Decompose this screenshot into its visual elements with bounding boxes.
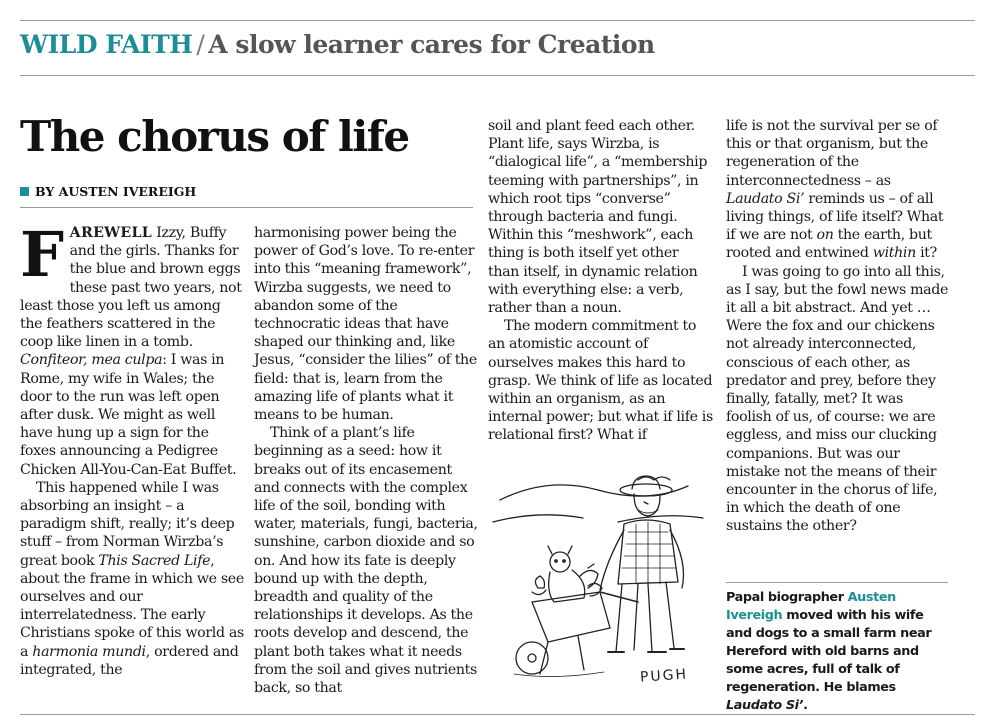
paragraph xyxy=(20,218,245,479)
byline xyxy=(20,184,196,199)
paragraph: Think of a plant’s life beginning as a seed: how it breaks out of its encasement and connects with the complex life of the soil, bonding with water, materials, fungi, bacteria, sunshine, carbon dioxide and so on. And how its fate is deeply bound up with the depth, breadth and quality of the relationships it develops. As the roots develop and descend, the plant both takes what it needs from the soil and gives nutrients back, so that xyxy=(254,425,478,697)
paragraph: I was going to go into all this, as I say, but the fowl news made it all a bit abstract. And yet … Were the fox and our chickens not already interconnected, conscious of each other, as predator and prey, before they finally, fatally, met? It was foolish of us, of course: we are eggless, and miss our clucking companions. But was our mistake not the means of their encounter in the chorus of life, in which the death of one sustains the other? xyxy=(726,263,949,535)
header-separator: / xyxy=(196,30,205,59)
text-run: : I was in Rome, my wife in Wales; the door to the run was left open after dusk. We might as well have hung up a sign for the foxes announcing a Pedigree Chicken All-You-Can-Eat Buffet. xyxy=(20,352,237,478)
drop-cap: F xyxy=(20,218,64,291)
paragraph xyxy=(20,479,245,679)
text-run: , ordered and integrated, the xyxy=(20,643,239,678)
italic-run: on xyxy=(816,227,834,244)
author-name: Austen Ivereigh xyxy=(726,590,896,623)
cartoon-illustration xyxy=(488,452,714,702)
text-run: it? xyxy=(915,245,937,262)
italic-run: within xyxy=(872,245,916,262)
byline-rule xyxy=(20,207,473,208)
italic-run: harmonia mundi xyxy=(32,643,146,660)
text-run: Izzy, Buffy and the girls. Thanks for the blue and brown eggs these past two years, not least those you left us among the feathers scattered in the coop like linen in a tomb. xyxy=(20,225,242,351)
paragraph: soil and plant feed each other. Plant life, says Wirzba, is “dialogical life”, a “membership teeming with partnerships”, in which root tips “converse” through bacteria and fungi. Within this “meshwork”, each thing is both itself yet other than itself, in dynamic relation with everything else: a verb, rather than a noun. xyxy=(488,118,708,317)
text-run: Papal biographer xyxy=(726,590,848,605)
text-run: life is not the survival per se of this or that organism, but the regeneration of the interconnectedness – as xyxy=(726,118,938,189)
column-1 xyxy=(20,218,245,679)
text-run: . xyxy=(803,698,808,713)
column-2 xyxy=(254,224,479,697)
text-run: moved with his wife and dogs to a small farm near Hereford with old barns and some acres, full of talk of regeneration. He blames xyxy=(726,608,932,695)
lead-caps: AREWELL xyxy=(69,225,153,241)
italic-run: Laudato Si’ xyxy=(726,190,805,207)
headline: The chorus of life xyxy=(20,112,409,161)
author-bio xyxy=(726,589,952,715)
bio-rule xyxy=(726,582,948,583)
text-run: This happened while I was absorbing an insight – a paradigm shift, really; it’s deep stuff – from Norman Wirzba’s great book xyxy=(20,479,235,569)
top-rule xyxy=(20,20,975,21)
italic-run: This Sacred Life xyxy=(98,552,211,569)
column-3 xyxy=(488,117,713,445)
text-run: reminds us – of all living things, of life itself? What if we are not xyxy=(726,190,944,244)
byline-square-icon xyxy=(20,187,29,196)
column-4 xyxy=(726,117,951,536)
bottom-rule xyxy=(20,714,975,715)
text-run: the earth, but rooted and entwined xyxy=(726,227,932,262)
section-kicker: WILD FAITH xyxy=(20,30,193,59)
paragraph xyxy=(726,117,951,263)
italic-run: Laudato Si’ xyxy=(726,698,804,713)
header-rule xyxy=(20,75,975,76)
illustration-signature: PUGH xyxy=(639,666,689,686)
byline-text: BY AUSTEN IVEREIGH xyxy=(35,184,197,199)
section-deck: A slow learner cares for Creation xyxy=(208,30,655,59)
paragraph: The modern commitment to an atomistic account of ourselves makes this hard to grasp. We think of life as located within an organism, as an internal power; but what if life is relational first? What if xyxy=(488,318,713,444)
section-header xyxy=(20,30,655,59)
text-run: , about the frame in which we see ourselves and our interrelatedness. The early Christians spoke of this world as a xyxy=(20,552,244,660)
paragraph: harmonising power being the power of God’s love. To re-enter into this “meaning framework”, Wirzba suggests, we need to abandon some of the technocratic ideas that have shaped our thinking and, like Jesus, “consider the lilies” of the field: that is, learn from the amazing life of plants what it means to be human. xyxy=(254,225,477,424)
italic-run: Confiteor, mea culpa xyxy=(20,352,163,369)
